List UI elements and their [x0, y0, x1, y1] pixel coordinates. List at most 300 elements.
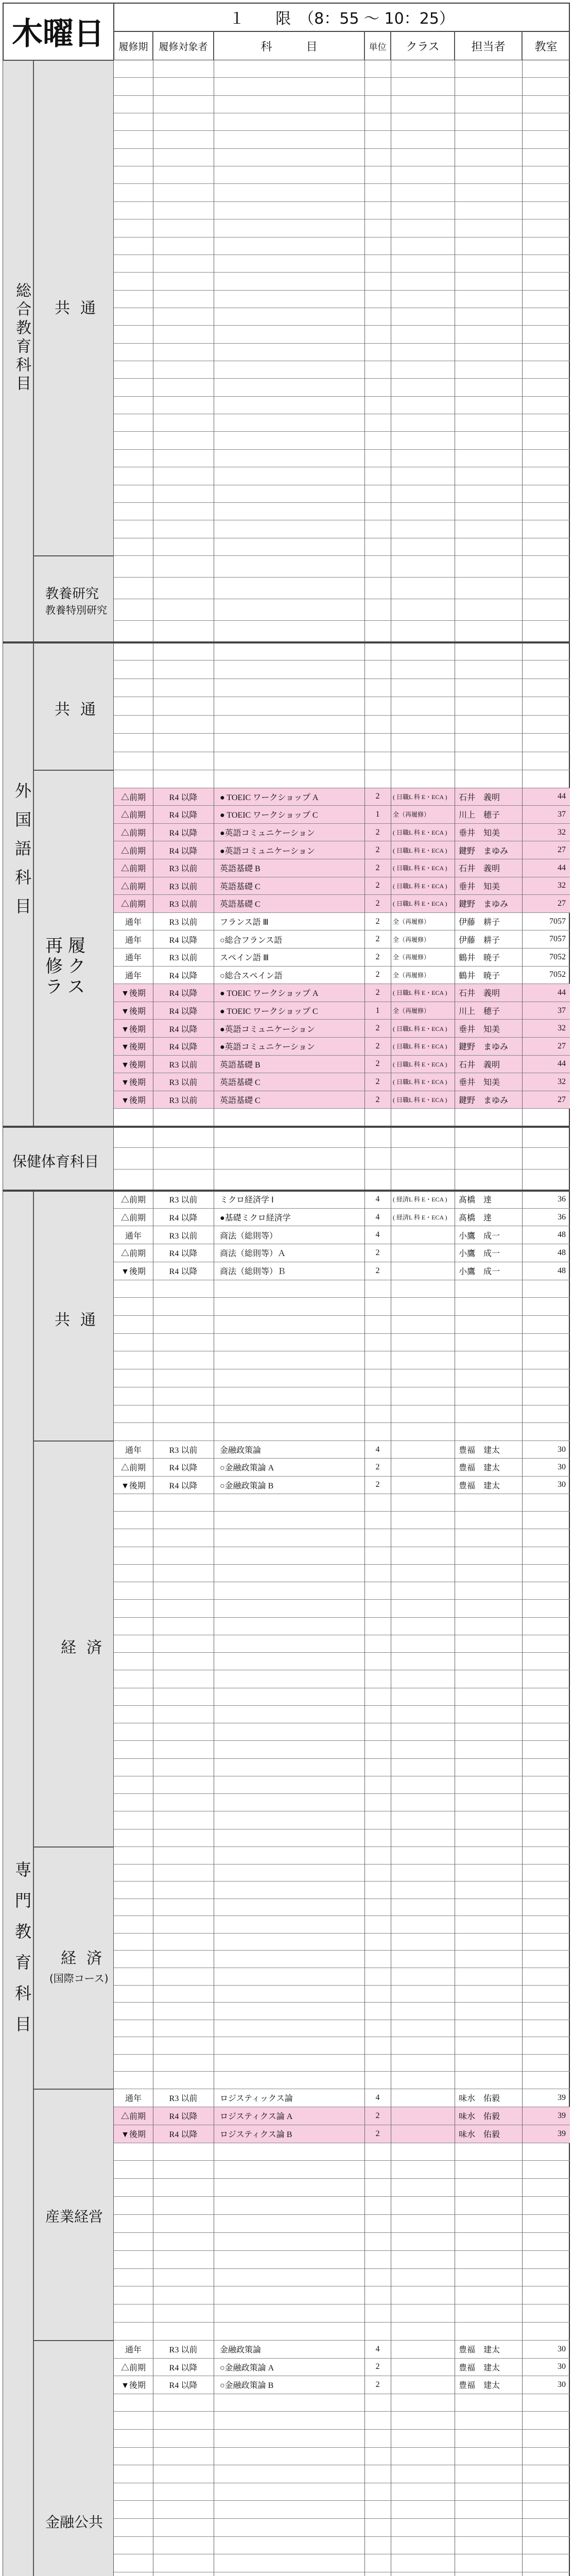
cell-target: R3 以前: [169, 1196, 198, 1205]
table-row: [114, 1618, 570, 1635]
cell-class: [393, 2089, 453, 2107]
cell-target: R3 以前: [169, 1446, 198, 1455]
table-row: [114, 308, 570, 326]
category-general-education: 総合教育科目: [3, 60, 33, 642]
cell-target: R4 以降: [169, 2112, 198, 2122]
table-row: [114, 1741, 570, 1758]
cell-units: 2: [375, 863, 380, 872]
cell-class: 全（再履修）: [393, 971, 430, 979]
cell-semester: ▼後期: [121, 1096, 146, 1106]
cell-units: 2: [375, 1266, 380, 1275]
table-row: [114, 697, 570, 715]
cell-teacher: 川上 穂子: [459, 811, 500, 820]
cell-units: 2: [375, 952, 380, 961]
cell-target: R3 以前: [169, 2346, 198, 2355]
cell-subject: ロジスティクス論 A: [220, 2112, 293, 2122]
table-row: [114, 841, 570, 859]
table-row: [114, 930, 570, 948]
table-row: [114, 1847, 570, 1865]
table-row: [114, 1387, 570, 1405]
cell-target: R3 以前: [169, 900, 198, 909]
cell-subject: ●基礎ミクロ経済学: [220, 1214, 291, 1223]
subcategory-economics: 経済: [33, 1441, 114, 1847]
table-row: [114, 1494, 570, 1512]
table-row: [114, 219, 570, 237]
cell-subject: 商法（総則等）Ａ: [220, 1249, 286, 1259]
cell-room: 48: [558, 1230, 566, 1240]
cell-teacher: 石井 義明: [459, 865, 500, 874]
cell-semester: △前期: [120, 1249, 146, 1259]
table-row: [114, 2233, 570, 2251]
table-row: [114, 1280, 570, 1298]
cell-class: [393, 2376, 453, 2394]
cell-target: R4 以降: [169, 1025, 198, 1034]
table-row: [114, 131, 570, 148]
cell-room: 27: [558, 899, 566, 908]
table-row: [114, 1298, 570, 1316]
cell-target: R4 以降: [169, 989, 198, 998]
cell-room: 32: [558, 881, 566, 890]
cell-subject: 商法（総則等）Ｂ: [220, 1267, 286, 1277]
table-row: [114, 2143, 570, 2161]
table-row: [114, 450, 570, 467]
cell-units: 2: [375, 1041, 380, 1050]
cell-units: 4: [375, 1194, 380, 1204]
cell-teacher: 小鷹 成一: [459, 1267, 500, 1277]
table-row: [114, 1565, 570, 1582]
cell-units: 2: [375, 970, 380, 979]
cell-class: ( 経済L 科 E・ECA ): [393, 1214, 447, 1222]
cell-target: R4 以降: [169, 846, 198, 856]
cell-subject: ● TOEIC ワークショップ C: [220, 811, 318, 820]
cell-subject: ○総合スペイン語: [220, 971, 283, 980]
table-row: [114, 1986, 570, 2003]
cell-class: 全（再履修）: [393, 811, 430, 819]
table-row: [114, 2037, 570, 2055]
cell-subject: ●英語コミュニケーション: [220, 846, 315, 856]
cell-units: 4: [375, 2093, 380, 2102]
cell-class: [393, 2341, 453, 2358]
cell-room: 37: [558, 809, 566, 819]
cell-room: 7052: [549, 970, 566, 979]
cell-room: 32: [558, 1024, 566, 1033]
table-row: [114, 2519, 570, 2537]
table-row: [114, 1811, 570, 1829]
col-header-semester: 履修期: [114, 31, 153, 60]
cell-semester: 通年: [125, 936, 142, 945]
cell-class: 全（再履修）: [393, 918, 430, 926]
table-row: [114, 1091, 570, 1109]
table-row: [114, 1459, 570, 1476]
cell-units: 2: [375, 845, 380, 855]
subcategory-common-1: 共通: [33, 60, 114, 556]
cell-class: [393, 2107, 453, 2125]
table-row: [114, 642, 570, 660]
table-row: [114, 1688, 570, 1706]
cell-teacher: 小鷹 成一: [459, 1231, 500, 1241]
cell-subject: ○総合フランス語: [220, 936, 283, 945]
cell-teacher: 鶴井 暁子: [459, 971, 500, 980]
table-row: [114, 2251, 570, 2269]
cell-room: 39: [558, 2111, 566, 2120]
cell-units: 2: [375, 2129, 380, 2138]
cell-class: ( 日職L 科 E・ECA ): [393, 1025, 447, 1032]
cell-semester: ▼後期: [121, 989, 146, 998]
table-row: [114, 2554, 570, 2572]
category-specialized-education: 専門教育科目: [3, 1191, 33, 2576]
cell-room: 44: [558, 792, 566, 801]
cell-target: R3 以前: [169, 2094, 198, 2104]
table-row: [114, 2572, 570, 2576]
cell-class: ( 経済L 科 E・ECA ): [393, 1196, 447, 1204]
table-row: [114, 2359, 570, 2377]
cell-room: 27: [558, 1095, 566, 1104]
cell-teacher: 垂井 知美: [459, 1025, 500, 1034]
cell-subject: ○金融政策論 B: [220, 2381, 274, 2391]
table-row: [114, 379, 570, 396]
table-row: [114, 1829, 570, 1847]
subcategory-common-2: 共通: [33, 642, 114, 770]
cell-class: ( 日職L 科 E・ECA ): [393, 1096, 447, 1104]
cell-teacher: 鍵野 まゆみ: [459, 1043, 509, 1052]
cell-class: [393, 1477, 453, 1494]
cell-room: 44: [558, 988, 566, 997]
table-row: [114, 149, 570, 166]
subcategory-liberal-research: 教養研究 教養特別研究: [33, 556, 114, 642]
table-row: [114, 60, 570, 78]
table-row: [114, 1865, 570, 1882]
column-divider: [522, 31, 523, 2576]
table-row: [114, 166, 570, 184]
cell-room: 7052: [549, 952, 566, 961]
table-row: [114, 2125, 570, 2143]
cell-teacher: 豊福 建太: [459, 1446, 500, 1455]
table-row: [114, 1127, 570, 1148]
cell-units: 2: [375, 1077, 380, 1086]
cell-teacher: 味水 佑毅: [459, 2094, 500, 2104]
table-row: [114, 1170, 570, 1191]
cell-semester: ▼後期: [121, 1025, 146, 1034]
cell-class: ( 日職L 科 E・ECA ): [393, 882, 447, 890]
table-row: [114, 1262, 570, 1280]
cell-subject: ●英語コミュニケーション: [220, 1043, 315, 1052]
cell-units: 2: [375, 881, 380, 890]
cell-target: R3 以前: [169, 882, 198, 891]
cell-subject: 金融政策論: [220, 2346, 262, 2355]
cell-teacher: 伊藤 耕子: [459, 918, 500, 927]
table-row: [114, 2161, 570, 2179]
table-row: [114, 2072, 570, 2089]
cell-class: [393, 1459, 453, 1476]
table-row: [114, 1477, 570, 1494]
period-header: １ 限 （8：55 ～ 10：25）: [114, 3, 570, 31]
cell-units: 2: [375, 2111, 380, 2120]
cell-room: 30: [558, 2362, 566, 2371]
cell-class: [393, 2359, 453, 2376]
cell-semester: ▼後期: [121, 2381, 146, 2391]
table-row: [114, 1038, 570, 1056]
day-title: 木曜日: [3, 3, 114, 60]
cell-target: R4 以降: [169, 829, 198, 838]
cell-subject: 英語基礎 C: [220, 900, 261, 909]
cell-class: ( 日職L 科 E・ECA ): [393, 793, 447, 801]
cell-units: 2: [375, 1462, 380, 1471]
cell-teacher: 味水 佑毅: [459, 2130, 500, 2140]
table-row: [114, 96, 570, 113]
cell-subject: ● TOEIC ワークショップ C: [220, 1007, 318, 1016]
cell-semester: ▼後期: [121, 1078, 146, 1088]
table-row: [114, 1882, 570, 1899]
table-row: [114, 2394, 570, 2412]
cell-teacher: 髙橋 達: [459, 1196, 492, 1205]
cell-teacher: 垂井 知美: [459, 1078, 500, 1088]
table-row: [114, 2483, 570, 2501]
table-row: [114, 1191, 570, 1209]
table-row: [114, 984, 570, 1002]
table-row: [114, 1916, 570, 1934]
table-row: [114, 2269, 570, 2287]
table-row: [114, 1670, 570, 1688]
cell-room: 39: [558, 2093, 566, 2102]
cell-target: R4 以降: [169, 1267, 198, 1277]
table-row: [114, 202, 570, 219]
table-row: [114, 1423, 570, 1441]
table-row: [114, 467, 570, 485]
cell-units: 2: [375, 792, 380, 801]
cell-class: [393, 1226, 453, 1244]
cell-class: ( 日職L 科 E・ECA ): [393, 865, 447, 872]
table-row: [114, 2448, 570, 2466]
separator-foreign-language: [3, 641, 570, 643]
cell-target: R3 以前: [169, 865, 198, 874]
table-row: [114, 1794, 570, 1811]
table-row: [114, 1582, 570, 1600]
cell-units: 2: [375, 1248, 380, 1257]
table-row: [114, 2055, 570, 2072]
cell-class: ( 日職L 科 E・ECA ): [393, 846, 447, 854]
cell-class: [393, 1244, 453, 1262]
table-row: [114, 503, 570, 520]
cell-target: R3 以前: [169, 954, 198, 963]
table-row: [114, 1209, 570, 1227]
cell-subject: 英語基礎 C: [220, 1096, 261, 1106]
cell-units: 4: [375, 2344, 380, 2353]
table-row: [114, 2107, 570, 2125]
cell-subject: ○金融政策論 A: [220, 1464, 274, 1473]
table-row: [114, 1148, 570, 1169]
table-row: [114, 485, 570, 503]
cell-room: 48: [558, 1248, 566, 1257]
cell-semester: △前期: [120, 846, 146, 856]
table-row: [114, 1547, 570, 1565]
cell-room: 32: [558, 1077, 566, 1086]
table-row: [114, 1002, 570, 1020]
table-row: [114, 1600, 570, 1617]
table-row: [114, 877, 570, 895]
cell-target: R3 以前: [169, 1231, 198, 1241]
cell-semester: △前期: [120, 2363, 146, 2372]
col-header-subject: 科 目: [214, 31, 364, 60]
cell-subject: ● TOEIC ワークショップ A: [220, 989, 319, 998]
cell-teacher: 鍵野 まゆみ: [459, 900, 509, 909]
cell-semester: 通年: [125, 1231, 142, 1241]
table-row: [114, 1056, 570, 1074]
table-row: [114, 824, 570, 842]
cell-target: R4 以降: [169, 1249, 198, 1259]
table-row: [114, 621, 570, 642]
table-row: [114, 1073, 570, 1091]
cell-room: 30: [558, 1462, 566, 1471]
cell-room: 32: [558, 827, 566, 837]
cell-target: R4 以降: [169, 793, 198, 802]
cell-class: [393, 2125, 453, 2143]
cell-units: 4: [375, 1212, 380, 1222]
table-row: [114, 2286, 570, 2304]
cell-class: ( 日職L 科 E・ECA ): [393, 989, 447, 997]
table-row: [114, 2003, 570, 2020]
cell-teacher: 小鷹 成一: [459, 1249, 500, 1259]
cell-room: 7057: [549, 917, 566, 926]
cell-semester: 通年: [125, 2346, 142, 2355]
cell-semester: 通年: [125, 918, 142, 927]
table-row: [114, 78, 570, 95]
table-row: [114, 1529, 570, 1547]
cell-target: R3 以前: [169, 1078, 198, 1088]
cell-subject: ● TOEIC ワークショップ A: [220, 793, 319, 802]
cell-units: 2: [375, 1024, 380, 1033]
table-row: [114, 255, 570, 273]
cell-target: R4 以降: [169, 1007, 198, 1016]
cell-teacher: 豊福 建太: [459, 1481, 500, 1490]
cell-subject: 英語基礎 B: [220, 1060, 261, 1070]
cell-target: R3 以前: [169, 918, 198, 927]
table-row: [114, 1512, 570, 1529]
table-row: [114, 2465, 570, 2483]
subcategory-common-3: 共通: [33, 1191, 114, 1441]
cell-subject: スペイン語 Ⅲ: [220, 954, 269, 963]
table-row: [114, 1334, 570, 1352]
cell-target: R4 以降: [169, 2381, 198, 2391]
table-row: [114, 2430, 570, 2448]
cell-units: 1: [375, 809, 380, 819]
cell-teacher: 鍵野 まゆみ: [459, 1096, 509, 1106]
cell-room: 7057: [549, 935, 566, 944]
cell-semester: △前期: [120, 2112, 146, 2122]
cell-semester: 通年: [125, 954, 142, 963]
table-row: [114, 2376, 570, 2394]
cell-teacher: 髙橋 達: [459, 1214, 492, 1223]
cell-units: 2: [375, 988, 380, 997]
cell-teacher: 豊福 建太: [459, 2346, 500, 2355]
cell-teacher: 味水 佑毅: [459, 2112, 500, 2122]
table-row: [114, 1020, 570, 1038]
table-row: [114, 2537, 570, 2555]
cell-units: 2: [375, 1059, 380, 1069]
cell-room: 27: [558, 845, 566, 855]
cell-teacher: 垂井 知美: [459, 882, 500, 891]
cell-units: 2: [375, 1095, 380, 1104]
cell-units: 2: [375, 899, 380, 908]
cell-target: R4 以降: [169, 2130, 198, 2140]
cell-room: 36: [558, 1194, 566, 1204]
col-header-units: 単位: [364, 31, 391, 60]
table-row: [114, 1316, 570, 1334]
cell-teacher: 豊福 建太: [459, 2363, 500, 2372]
cell-units: 2: [375, 2362, 380, 2371]
table-row: [114, 432, 570, 450]
cell-class: [393, 1441, 453, 1458]
table-row: [114, 578, 570, 599]
cell-room: 36: [558, 1212, 566, 1222]
table-row: [114, 1776, 570, 1794]
cell-units: 4: [375, 1230, 380, 1240]
cell-room: 39: [558, 2129, 566, 2138]
col-header-teacher: 担当者: [455, 31, 522, 60]
cell-semester: ▼後期: [121, 1060, 146, 1070]
cell-teacher: 鍵野 まゆみ: [459, 846, 509, 856]
table-row: [114, 913, 570, 931]
table-row: [114, 1653, 570, 1670]
cell-target: R4 以降: [169, 1481, 198, 1490]
table-row: [114, 2412, 570, 2430]
cell-units: 1: [375, 1006, 380, 1015]
cell-room: 30: [558, 2344, 566, 2353]
table-row: [114, 895, 570, 913]
subcategory-economics-international: 経済 (国際コース): [33, 1847, 114, 2089]
cell-semester: 通年: [125, 2094, 142, 2104]
cell-target: R4 以降: [169, 2363, 198, 2372]
cell-class: 全（再履修）: [393, 954, 430, 961]
cell-subject: ●英語コミュニケーション: [220, 1025, 315, 1034]
cell-semester: △前期: [120, 865, 146, 874]
cell-semester: △前期: [120, 1464, 146, 1473]
cell-semester: △前期: [120, 1196, 146, 1205]
table-row: [114, 788, 570, 806]
table-row: [114, 948, 570, 967]
cell-subject: ロジスティックス論: [220, 2094, 293, 2104]
cell-semester: 通年: [125, 1446, 142, 1455]
table-row: [114, 538, 570, 556]
cell-class: 全（再履修）: [393, 1007, 430, 1015]
column-divider: [364, 31, 365, 2576]
table-row: [114, 1635, 570, 1653]
col-header-room: 教室: [522, 31, 570, 60]
cell-class: ( 日職L 科 E・ECA ): [393, 829, 447, 837]
table-row: [114, 599, 570, 621]
cell-semester: ▼後期: [121, 1043, 146, 1052]
col-header-class: クラス: [391, 31, 455, 60]
table-row: [114, 1759, 570, 1776]
table-row: [114, 716, 570, 734]
table-row: [114, 1226, 570, 1244]
cell-teacher: 伊藤 耕子: [459, 936, 500, 945]
cell-class: [393, 1262, 453, 1280]
table-row: [114, 344, 570, 361]
cell-room: 30: [558, 1445, 566, 1454]
subcategory-retake-class: 再履修クラス: [33, 770, 114, 1127]
table-row: [114, 1723, 570, 1741]
cell-teacher: 垂井 知美: [459, 829, 500, 838]
table-row: [114, 184, 570, 202]
category-foreign-language: 外国語科目: [3, 642, 33, 1127]
table-row: [114, 2501, 570, 2519]
cell-class: ( 日職L 科 E・ECA ): [393, 1043, 447, 1050]
cell-target: R4 以降: [169, 811, 198, 820]
table-row: [114, 806, 570, 824]
table-row: [114, 859, 570, 877]
table-row: [114, 2197, 570, 2215]
cell-teacher: 川上 穂子: [459, 1007, 500, 1016]
